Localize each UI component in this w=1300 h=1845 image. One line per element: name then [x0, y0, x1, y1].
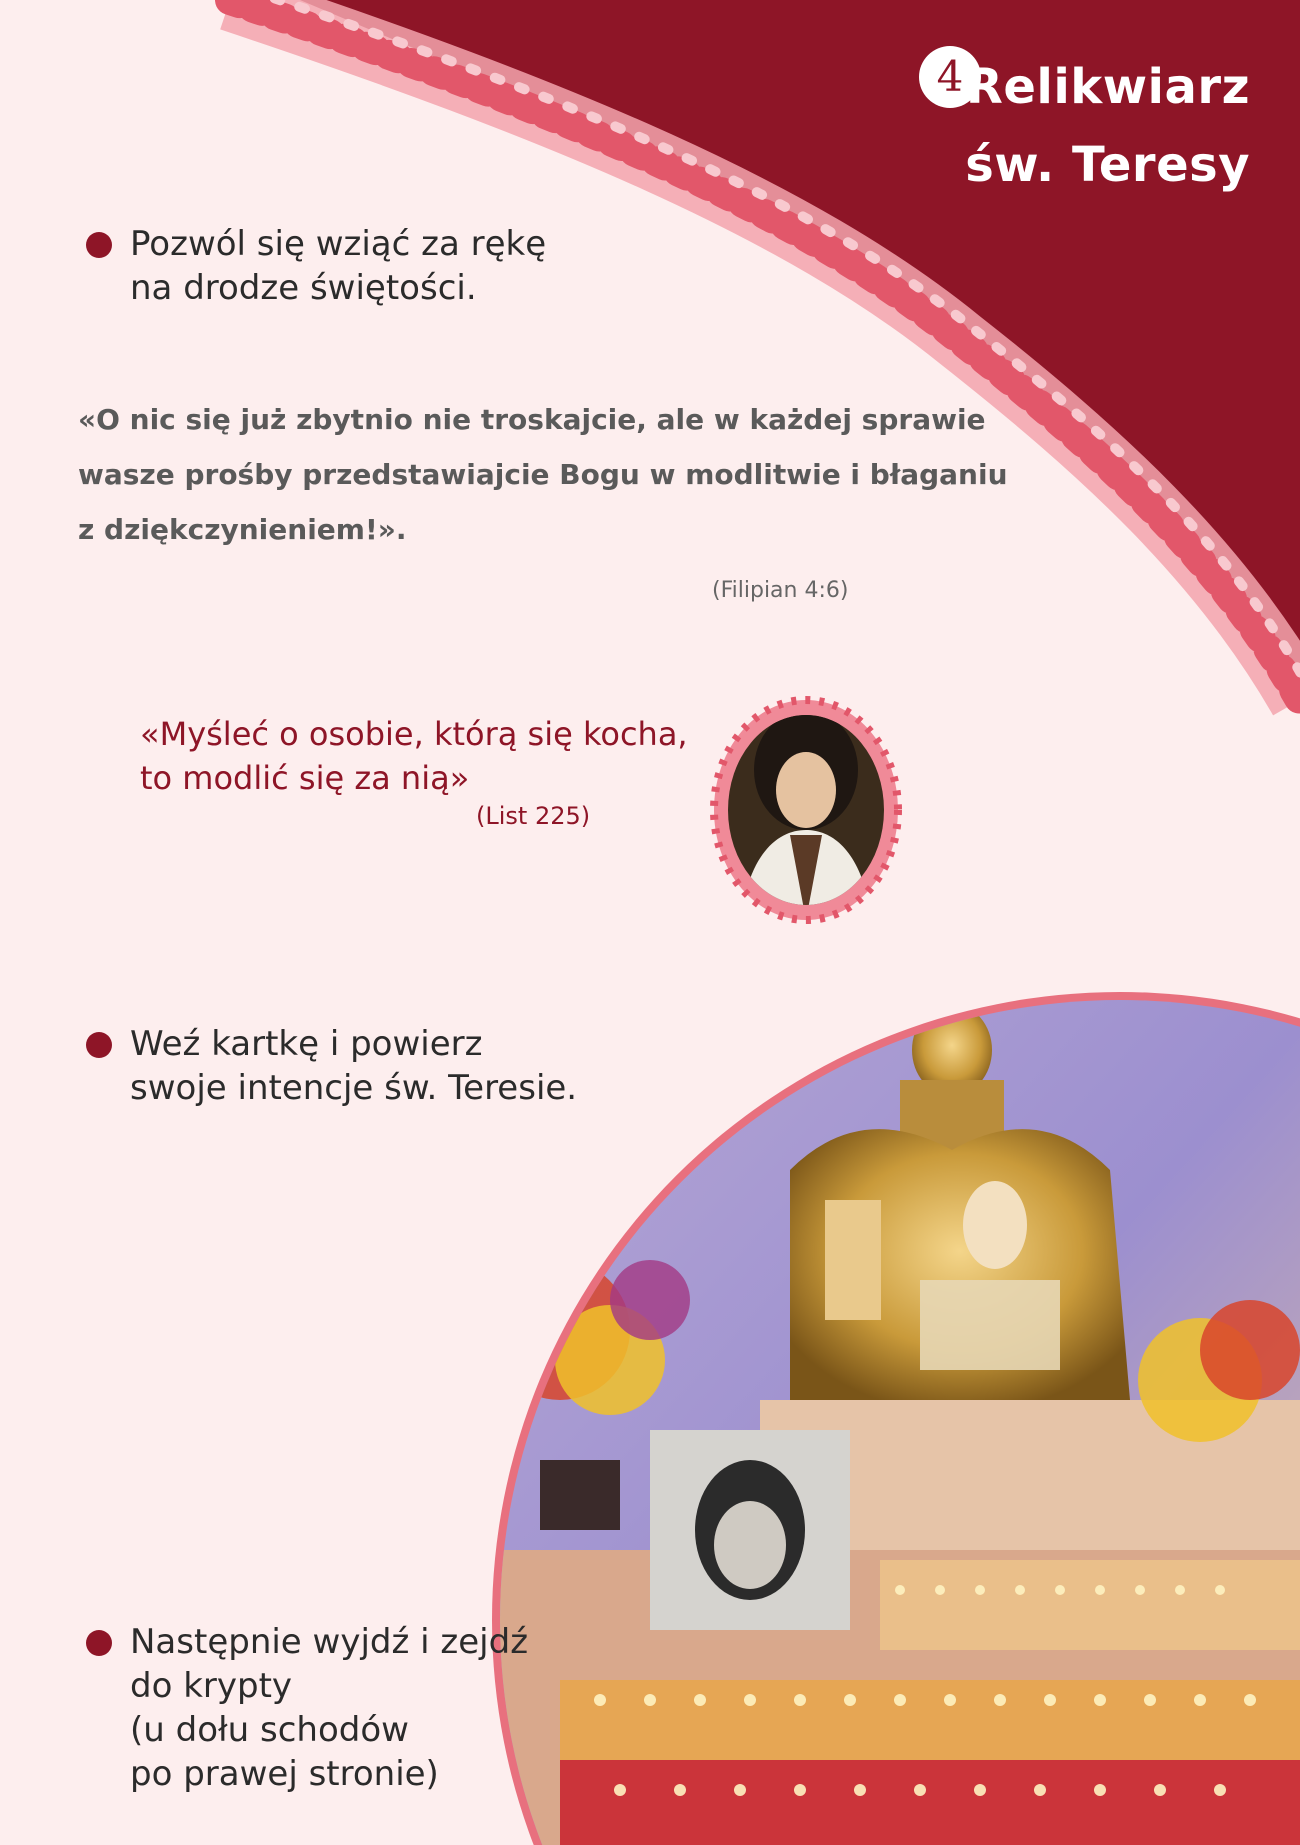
- reliquary-photo: [480, 940, 1300, 1845]
- scripture-reference: (Filipian 4:6): [712, 578, 849, 603]
- title-line-1: Relikwiarz: [965, 59, 1250, 115]
- bullet-go-to-crypt: [86, 1620, 528, 1796]
- bullet-line: na drodze świętości.: [130, 268, 477, 308]
- teresa-quote-line: to modlić się za nią»: [140, 759, 470, 797]
- teresa-quote-line: «Myśleć o osobie, którą się kocha,: [140, 715, 688, 753]
- bullet-dot-icon: [86, 232, 112, 258]
- bullet-text: [130, 222, 546, 310]
- bullet-line: Następnie wyjdź i zejdź: [130, 1622, 529, 1662]
- bullet-line: Weź kartkę i powierz: [130, 1024, 483, 1064]
- teresa-quote-reference: (List 225): [476, 802, 591, 830]
- scripture-line: wasze prośby przedstawiajcie Bogu w modlitwie i błaganiu: [78, 458, 1008, 491]
- page-title: [965, 48, 1250, 204]
- bullet-dot-icon: [86, 1032, 112, 1058]
- bullet-line: po prawej stronie): [130, 1754, 439, 1794]
- bullet-take-hand: [86, 222, 546, 310]
- scripture-line: «O nic się już zbytnio nie troskajcie, ale w każdej sprawie: [78, 403, 986, 436]
- teresa-quote: [140, 712, 688, 800]
- bullet-write-intentions: [86, 1022, 577, 1110]
- bullet-line: (u dołu schodów: [130, 1710, 409, 1750]
- bullet-dot-icon: [86, 1630, 112, 1656]
- bullet-text: [130, 1022, 577, 1110]
- scripture-quote: [78, 392, 1008, 557]
- bullet-text: [130, 1620, 528, 1796]
- scripture-line: z dziękczynieniem!».: [78, 513, 407, 546]
- title-line-2: św. Teresy: [965, 137, 1250, 193]
- step-number-badge: 4: [919, 46, 981, 108]
- bullet-line: Pozwól się wziąć za rękę: [130, 224, 547, 264]
- bullet-line: swoje intencje św. Teresie.: [130, 1068, 578, 1108]
- bullet-line: do krypty: [130, 1666, 293, 1706]
